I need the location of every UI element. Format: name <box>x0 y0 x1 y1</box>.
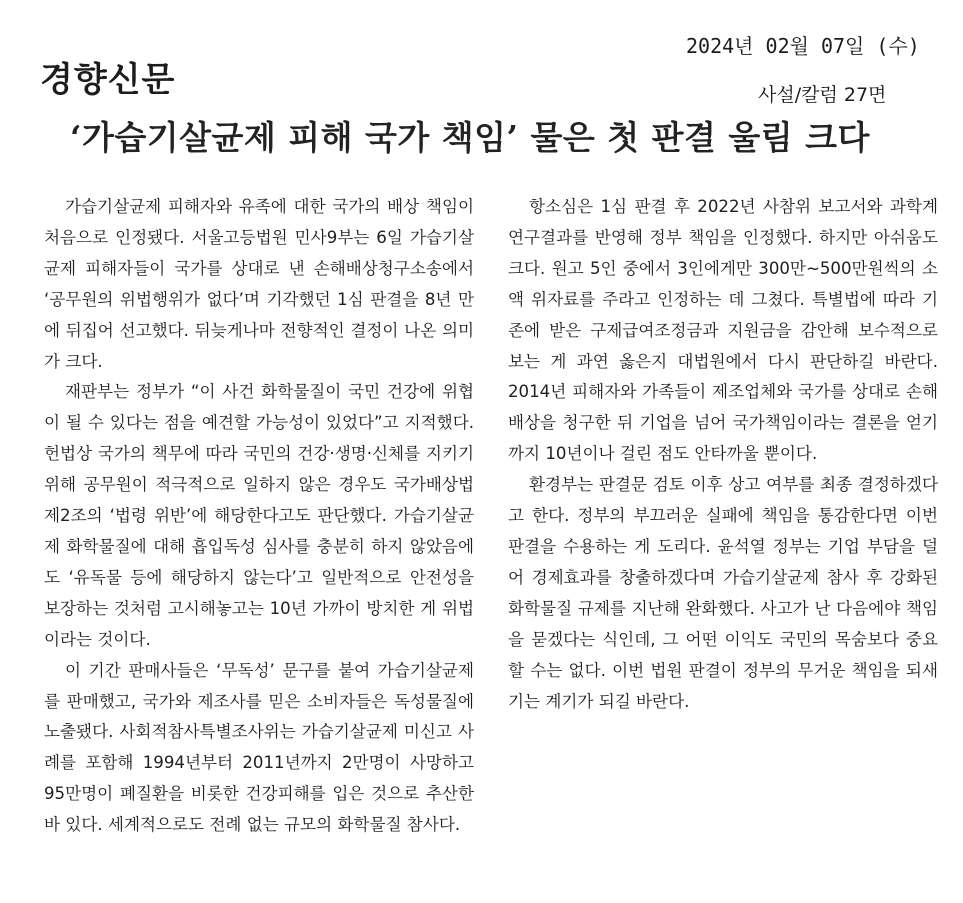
paragraph-1: 가습기살균제 피해자와 유족에 대한 국가의 배상 책임이 처음으로 인정됐다. 서울고등법원 민사9부는 6일 가습기살균제 피해자들이 국가를 상대로 낸 손해배상청구소송에서 ‘공무원의 위법행위가 없다’며 기각했던 1심 판결을 8년 만에 뒤집어 선고했다. 뒤늦게나마 전향적인 결정이 나온 의미가 크다. <box>44 197 474 371</box>
article-headline: ‘가습기살균제 피해 국가 책임’ 물은 첫 판결 울림 크다 <box>70 118 870 157</box>
paragraph-2: 재판부는 정부가 “이 사건 화학물질이 국민 건강에 위협이 될 수 있다는 점을 예견할 가능성이 있었다”고 지적했다. 헌법상 국가의 책무에 따라 국민의 건강·생명·신체를 지키기 위해 공무원이 적극적으로 일하지 않은 경우도 국가배상법 제2조의 ‘법령 위반’에 해당한다고도 판단했다. 가습기살균제 화학물질에 대해 흡입독성 심사를 충분히 하지 않았음에도 ‘유독물 등에 해당하지 않는다’고 일반적으로 안전성을 보장하는 것처럼 고시해놓고는 10년 가까이 방치한 게 위법이라는 것이다. <box>44 382 474 649</box>
section-page-label: 사설/칼럼 27면 <box>758 84 887 106</box>
paragraph-3: 이 기간 판매사들은 ‘무독성’ 문구를 붙여 가습기살균제를 판매했고, 국가와 제조사를 믿은 소비자들은 독성물질에 노출됐다. 사회적참사특별조사위는 가습기살균제 미신고 사례를 포함해 1994년부터 2011년까지 2만명이 사망하고 95만명이 폐질환을 비롯한 건강피해를 입은 것으로 추산한 바 있다. 세계적으로도 전례 없는 규모의 화학물질 참사다. <box>44 660 474 835</box>
newspaper-masthead: 경향신문 <box>40 60 176 100</box>
article-column-right <box>508 192 938 717</box>
publication-date: 2024년 02월 07일 (수) <box>686 34 920 58</box>
article-column-left <box>44 192 474 841</box>
paragraph-4: 항소심은 1심 판결 후 2022년 사참위 보고서와 과학계 연구결과를 반영해 정부 책임을 인정했다. 하지만 아쉬움도 크다. 원고 5인 중에서 3인에게만 300만~500만원씩의 소액 위자료를 주라고 인정하는 데 그쳤다. 특별법에 따라 기존에 받은 구제급여조정금과 지원금을 감안해 보수적으로 보는 게 과연 옳은지 대법원에서 다시 판단하길 바란다. 2014년 피해자와 가족들이 제조업체와 국가를 상대로 손해배상을 청구한 뒤 기업을 넘어 국가책임이라는 결론을 얻기까지 10년이나 걸린 점도 안타까울 뿐이다. <box>508 197 938 464</box>
paragraph-5: 환경부는 판결문 검토 이후 상고 여부를 최종 결정하겠다고 한다. 정부의 부끄러운 실패에 책임을 통감한다면 이번 판결을 수용하는 게 도리다. 윤석열 정부는 기업 부담을 덜어 경제효과를 창출하겠다며 가습기살균제 참사 후 강화된 화학물질 규제를 지난해 완화했다. 사고가 난 다음에야 책임을 묻겠다는 식인데, 그 어떤 이익도 국민의 목숨보다 중요할 수는 없다. 이번 법원 판결이 정부의 무거운 책임을 되새기는 계기가 되길 바란다. <box>508 475 938 711</box>
